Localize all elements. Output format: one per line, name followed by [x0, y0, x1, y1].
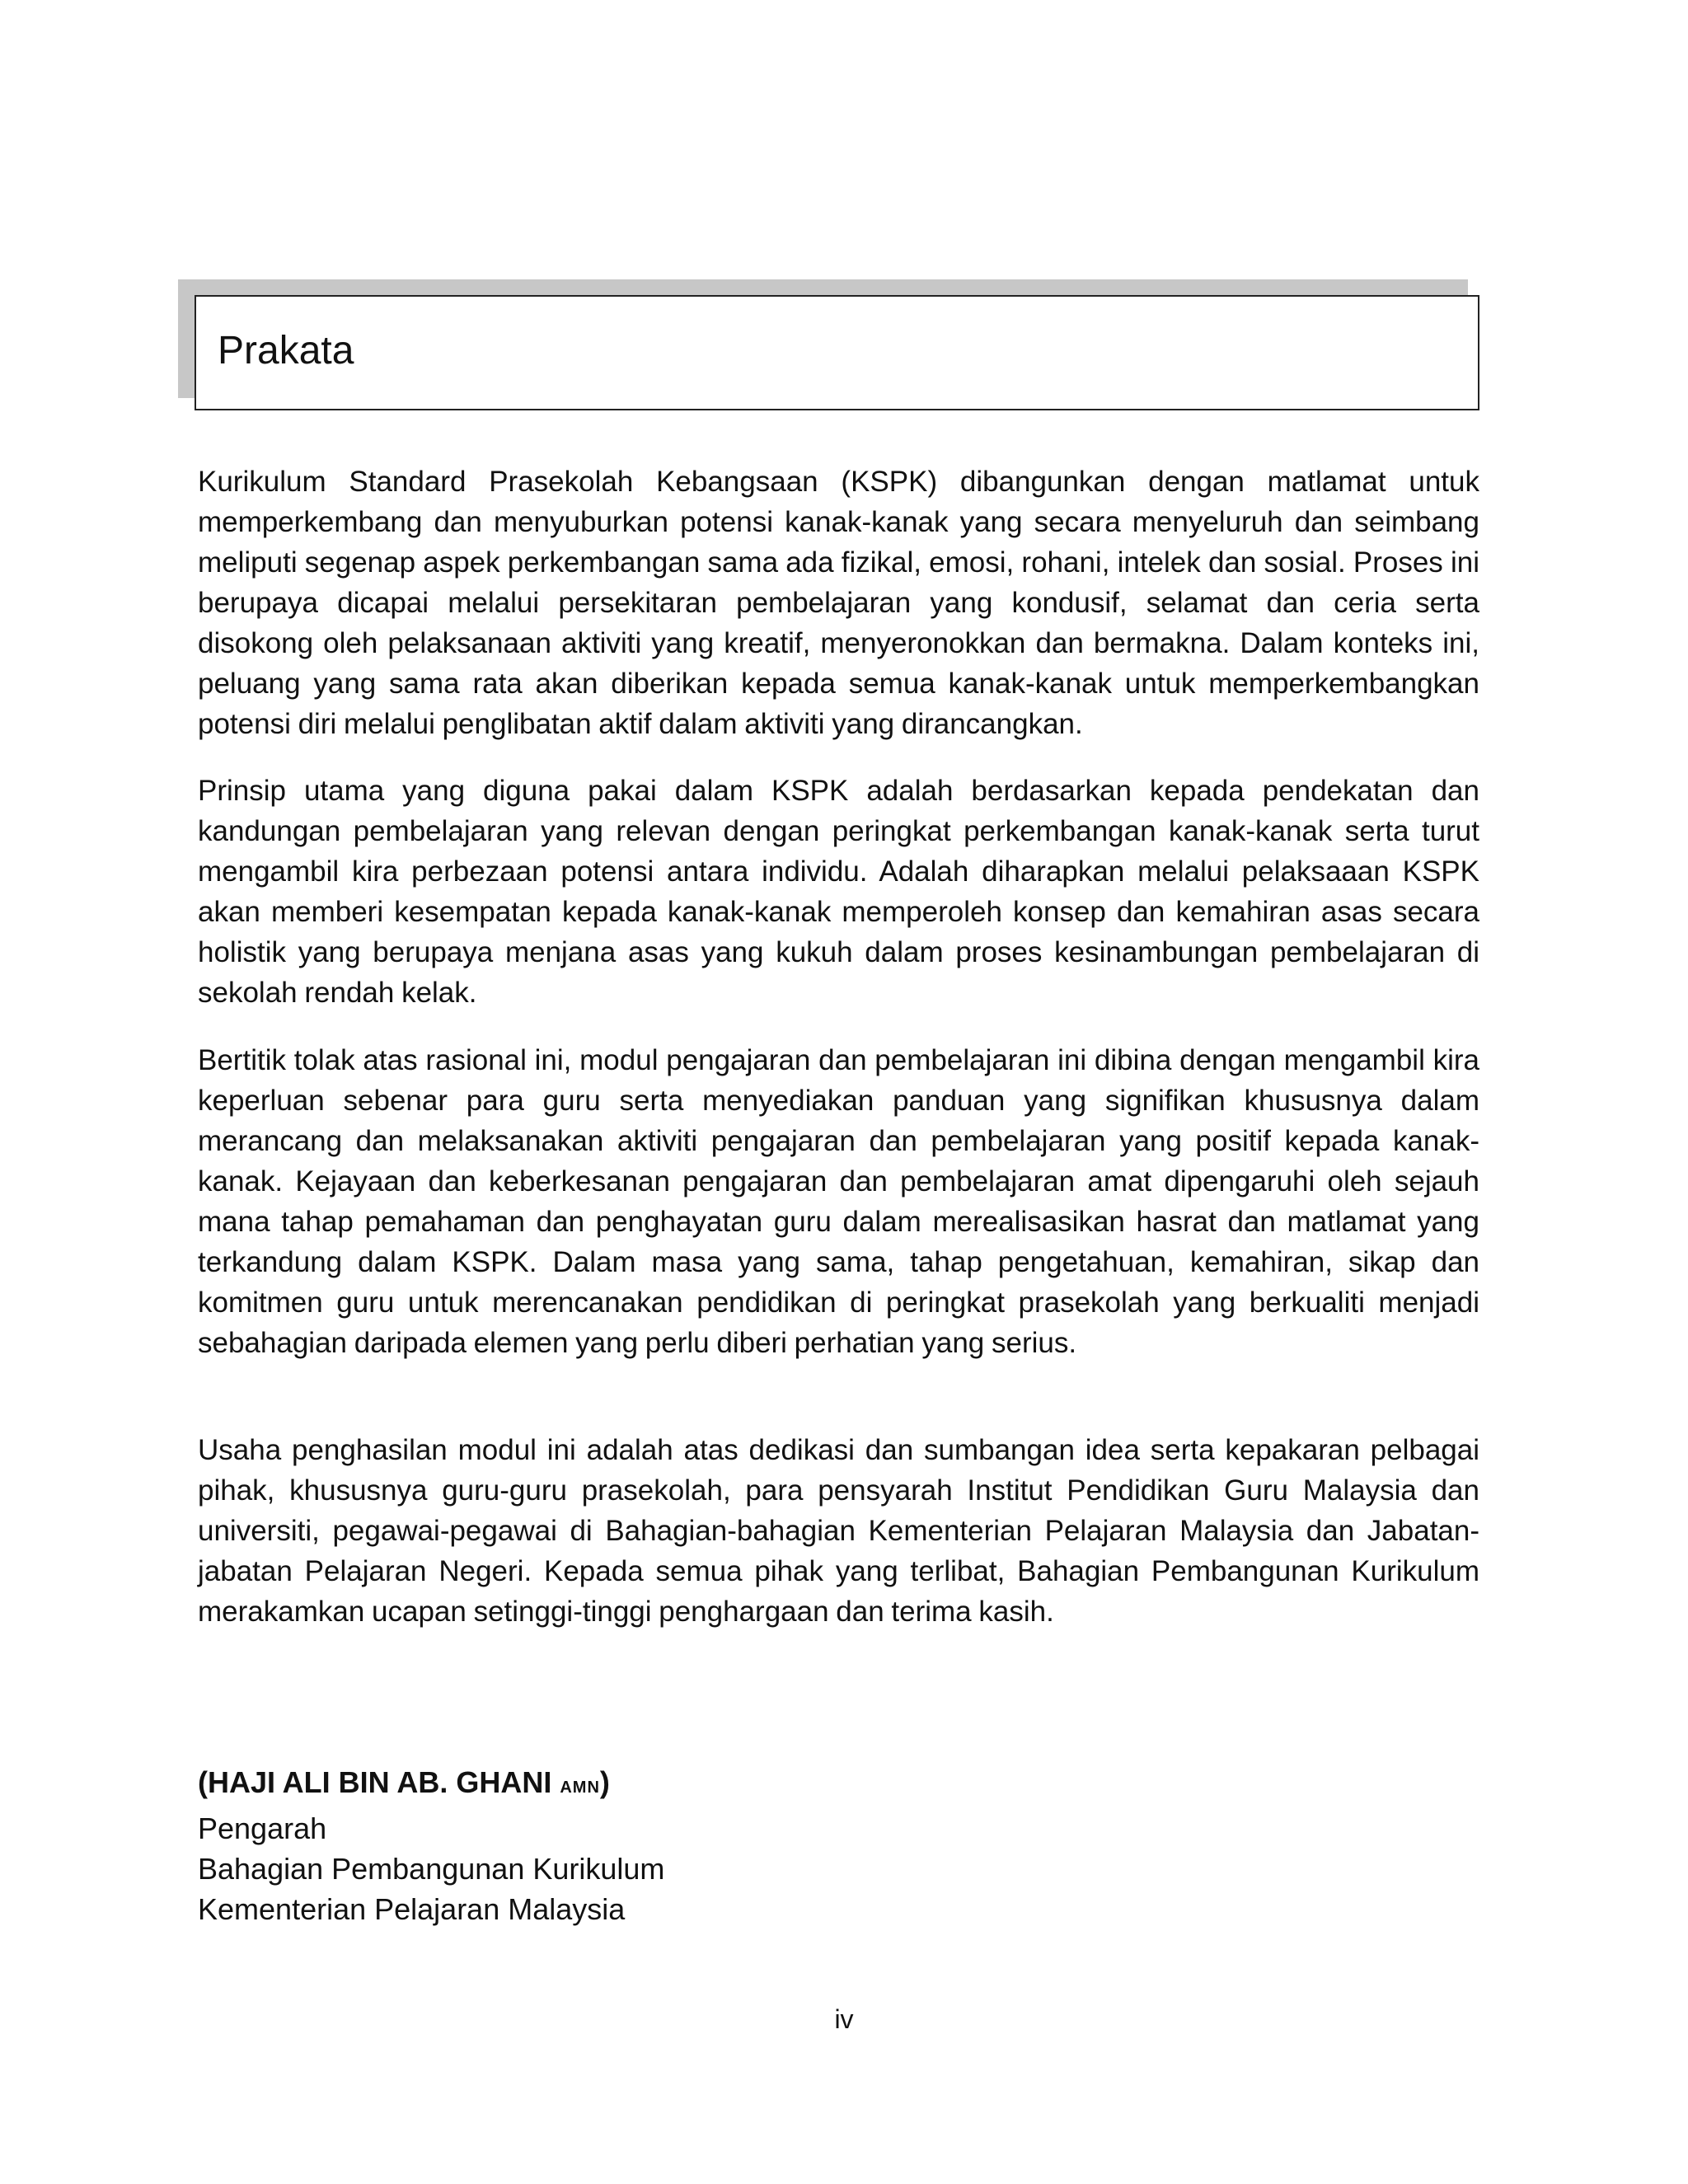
- paragraph-3: Bertitik tolak atas rasional ini, modul pengajaran dan pembelajaran ini dibina dengan mengambil kira keperluan sebenar para guru serta menyediakan panduan yang signifikan khususnya dalam merancang dan melaksanakan aktiviti pengajaran dan pembelajaran yang positif kepada kanak-kanak. Kejayaan dan keberkesanan pengajaran dan pembelajaran amat dipengaruhi oleh sejauh mana tahap pemahaman dan penghayatan guru dalam merealisasikan hasrat dan matlamat yang terkandung dalam KSPK. Dalam masa yang sama, tahap pengetahuan, kemahiran, sikap dan komitmen guru untuk merencanakan pendidikan di peringkat prasekolah yang berkualiti menjadi sebahagian daripada elemen yang perlu diberi perhatian yang serius.: [198, 1044, 1479, 1359]
- signature-block: [198, 1762, 664, 1929]
- page-title: Prakata: [218, 329, 354, 373]
- close-paren: ): [599, 1765, 610, 1799]
- paragraph-2: Prinsip utama yang diguna pakai dalam KSPK adalah berdasarkan kepada pendekatan dan kandungan pembelajaran yang relevan dengan peringkat perkembangan kanak-kanak serta turut mengambil kira perbezaan potensi antara individu. Adalah diharapkan melalui pelaksaaan KSPK akan memberi kesempatan kepada kanak-kanak memperoleh konsep dan kemahiran asas secara holistik yang berupaya menjana asas yang kukuh dalam proses kesinambungan pembelajaran di sekolah rendah kelak.: [198, 775, 1479, 1009]
- open-paren: (: [198, 1765, 208, 1799]
- signatory-suffix: AMN: [560, 1779, 600, 1797]
- paragraph-4: Usaha penghasilan modul ini adalah atas dedikasi dan sumbangan idea serta kepakaran pelbagai pihak, khususnya guru-guru prasekolah, para pensyarah Institut Pendidikan Guru Malaysia dan universiti, pegawai-pegawai di Bahagian-bahagian Kementerian Pelajaran Malaysia dan Jabatan-jabatan Pelajaran Negeri. Kepada semua pihak yang terlibat, Bahagian Pembangunan Kurikulum merakamkan ucapan setinggi-tinggi penghargaan dan terima kasih.: [198, 1434, 1479, 1628]
- signatory-name-line: [198, 1762, 664, 1808]
- paragraph-1: Kurikulum Standard Prasekolah Kebangsaan (KSPK) dibangunkan dengan matlamat untuk memperkembang dan menyuburkan potensi kanak-kanak yang secara menyeluruh dan seimbang meliputi segenap aspek perkembangan sama ada fizikal, emosi, rohani, intelek dan sosial. Proses ini berupaya dicapai melalui persekitaran pembelajaran yang kondusif, selamat dan ceria serta disokong oleh pelaksanaan aktiviti yang kreatif, menyeronokkan dan bermakna. Dalam konteks ini, peluang yang sama rata akan diberikan kepada semua kanak-kanak untuk memperkembangkan potensi diri melalui penglibatan aktif dalam aktiviti yang dirancangkan.: [198, 466, 1479, 740]
- signatory-division: Bahagian Pembangunan Kurikulum: [198, 1852, 665, 1886]
- signatory-position: Pengarah: [198, 1811, 327, 1845]
- signatory-name: HAJI ALI BIN AB. GHANI: [208, 1765, 552, 1799]
- title-box: [195, 295, 1479, 410]
- page-number: iv: [834, 2004, 854, 2034]
- signatory-ministry: Kementerian Pelajaran Malaysia: [198, 1892, 626, 1926]
